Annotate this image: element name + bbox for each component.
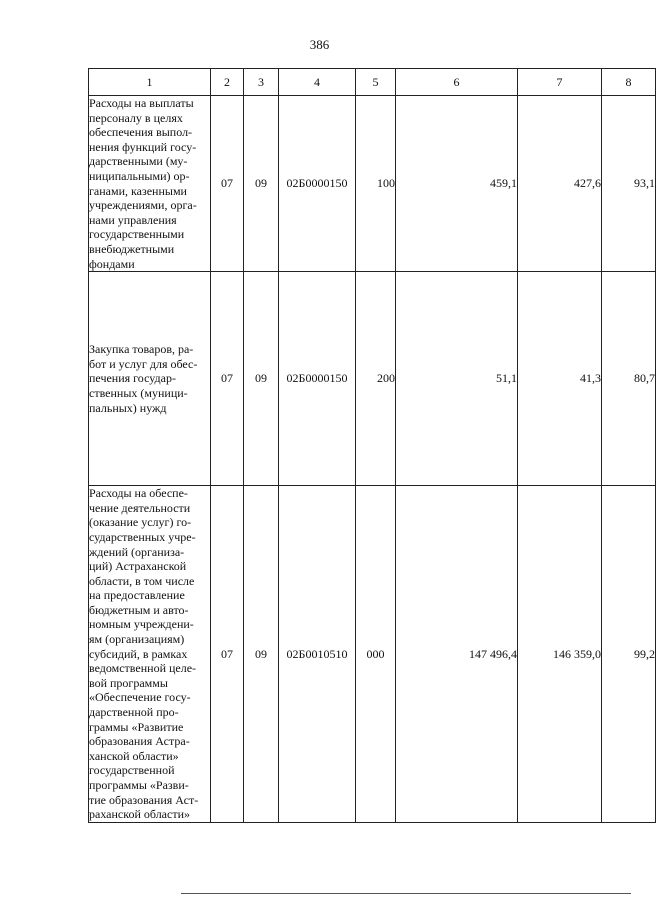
target-article-cell: 02Б0010510 [279,486,356,823]
expense-type-cell: 200 [356,272,396,486]
percent-cell: 99,2 [602,486,656,823]
section-cell: 07 [211,272,244,486]
header-cell: 7 [518,69,602,96]
description-line: на предоставление [89,588,185,603]
percent-cell: 93,1 [602,96,656,272]
description-line: печения государ- [89,371,176,386]
section-cell: 07 [211,486,244,823]
subsection-cell: 09 [244,96,279,272]
expense-type-cell: 000 [356,486,396,823]
description-line: ганами, казенными [89,183,187,198]
section-cell: 07 [211,96,244,272]
percent-cell: 80,7 [602,272,656,486]
description-line: ций) Астраханской [89,559,187,574]
amount-cell: 41,3 [518,272,602,486]
description-line: фондами [89,256,135,271]
description-line: нами управления [89,212,177,227]
description-line: вой программы [89,675,168,690]
row-description [89,272,211,486]
description-line: тие образования Аст- [89,792,199,807]
page-number: 386 [309,37,330,52]
description-line: программы «Разви- [89,778,189,792]
description-line: области, в том числе [89,573,195,588]
description-line: нения функций госу- [89,139,197,154]
description-line: ведомственной целе- [89,661,197,676]
amount-cell: 427,6 [518,96,602,272]
amount-cell: 146 359,0 [518,486,602,823]
description-line: «Обеспечение госу- [89,690,191,705]
description-line: обеспечения выпол- [89,125,193,140]
description-line: Расходы на обеспе- [89,486,188,501]
description-line: персоналу в целях [89,110,183,125]
header-cell: 6 [396,69,518,96]
description-line: Закупка товаров, ра- [89,342,194,357]
header-cell: 5 [356,69,396,96]
description-line: сударственных учре- [89,529,196,544]
description-line: субсидий, в рамках [89,646,188,661]
target-article-cell: 02Б0000150 [279,272,356,486]
description-line: пальных) нужд [89,400,167,415]
amount-cell: 147 496,4 [396,486,518,823]
amount-cell: 51,1 [396,272,518,486]
description-line: чение деятельности [89,500,191,515]
description-line: внебюджетными [89,241,175,256]
description-line: дарственной про- [89,705,179,720]
amount-cell: 459,1 [396,96,518,272]
header-cell: 4 [279,69,356,96]
description-line: государственными [89,227,185,242]
description-line: ям (организациям) [89,632,185,647]
header-cell: 8 [602,69,656,96]
description-line: дарственными (му- [89,154,188,169]
description-line: (оказание услуг) го- [89,515,192,530]
description-line: государственной [89,763,175,778]
table-row [89,272,656,486]
row-description [89,486,211,823]
description-line: образования Астра- [89,734,190,749]
table-row [89,486,656,823]
footer-rule [181,893,631,894]
description-line: раханской области» [89,807,190,822]
header-row [89,69,656,96]
description-line: ханской области» [89,748,179,763]
description-line: бот и услуг для обес- [89,356,198,371]
budget-table [88,68,656,823]
row-description [89,96,211,272]
header-cell: 3 [244,69,279,96]
description-line: Расходы на выплаты [89,96,194,110]
header-cell: 2 [211,69,244,96]
description-line: учреждениями, орга- [89,198,197,213]
table-row [89,96,656,272]
description-line: бюджетным и авто- [89,602,189,617]
subsection-cell: 09 [244,486,279,823]
header-cell: 1 [89,69,211,96]
target-article-cell: 02Б0000150 [279,96,356,272]
description-line: ниципальными) ор- [89,168,190,183]
description-line: ственных (муници- [89,385,188,400]
description-line: номным учреждени- [89,617,194,632]
description-line: ждений (организа- [89,544,185,559]
expense-type-cell: 100 [356,96,396,272]
description-line: граммы «Развитие [89,719,184,734]
subsection-cell: 09 [244,272,279,486]
